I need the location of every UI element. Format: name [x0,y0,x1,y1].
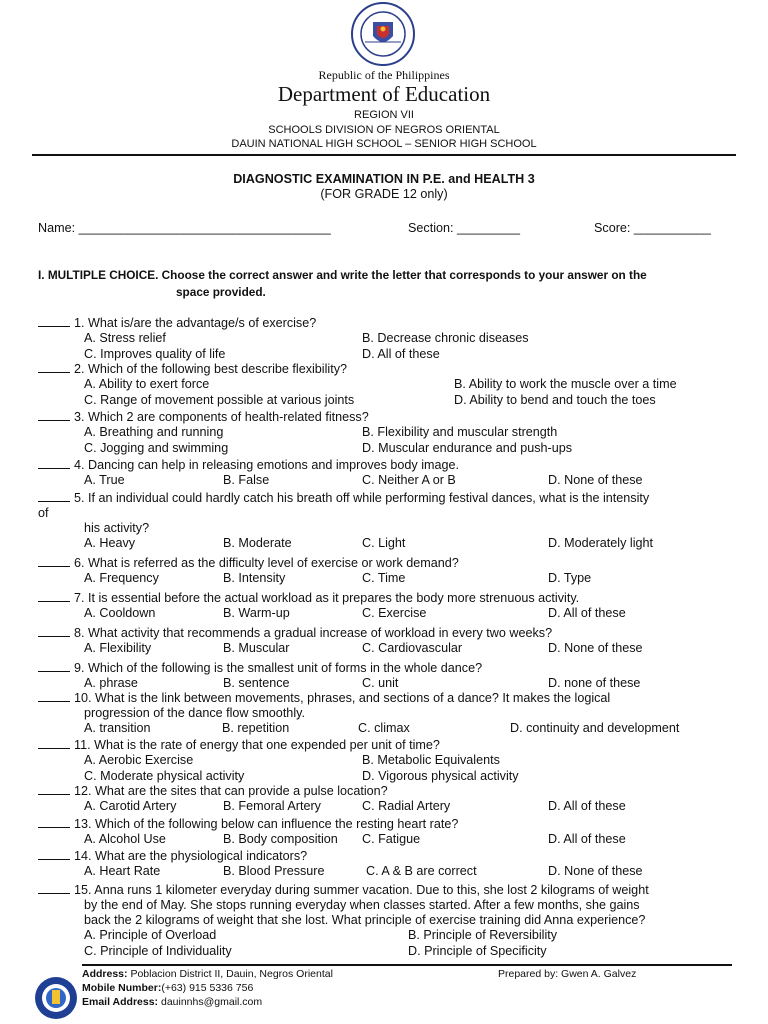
option-b: B. Flexibility and muscular strength [362,425,558,439]
answer-blank[interactable] [38,784,70,795]
question-13 [38,817,458,832]
option-a: A. Stress relief [84,331,166,345]
option-d: D. All of these [548,799,626,813]
exam-subtitle: (FOR GRADE 12 only) [320,187,448,201]
footer-address [82,968,333,981]
question-2 [38,362,347,377]
school-line: DAUIN NATIONAL HIGH SCHOOL – SENIOR HIGH SCHOOL [231,138,537,150]
question-5 [38,491,649,506]
option-c: C. Improves quality of life [84,347,226,361]
option-c: C. unit [362,676,399,690]
option-a: A. Breathing and running [84,425,224,439]
section-field[interactable]: Section: _________ [408,221,521,235]
answer-blank[interactable] [38,849,70,860]
option-b: B. Intensity [223,571,286,585]
option-a: A. transition [84,721,151,735]
answer-blank[interactable] [38,362,70,373]
question-7 [38,591,579,606]
question-3 [38,410,369,425]
option-d: D. Muscular endurance and push-ups [362,441,573,455]
option-a: A. Heavy [84,536,136,550]
option-d: D. none of these [548,676,641,690]
answer-blank[interactable] [38,316,70,327]
question-text: 6. What is referred as the difficulty level of exercise or work demand? [74,556,459,570]
answer-blank[interactable] [38,491,70,502]
mobile-label: Mobile Number: [82,982,162,994]
answer-blank[interactable] [38,458,70,469]
option-b: B. Decrease chronic diseases [362,331,529,345]
answer-blank[interactable] [38,691,70,702]
question-text: 14. What are the physiological indicators? [74,849,308,863]
answer-blank[interactable] [38,626,70,637]
option-b: B. Femoral Artery [223,799,321,813]
answer-blank[interactable] [38,738,70,749]
answer-blank[interactable] [38,591,70,602]
option-a: A. Principle of Overload [84,928,217,942]
option-b: B. Metabolic Equivalents [362,753,500,767]
option-d: D. Moderately light [548,536,653,550]
option-a: A. Heart Rate [84,864,161,878]
option-c: C. Light [362,536,406,550]
question-text: 5. If an individual could hardly catch his breath off while performing festival dances, what is the intensity [74,491,650,505]
option-b: B. Warm-up [223,606,290,620]
question-9 [38,661,482,676]
instructions-line-2: space provided. [176,285,266,299]
option-c: C. Neither A or B [362,473,456,487]
mobile-value: (+63) 915 5336 756 [161,982,254,994]
address-label: Address: [82,968,128,980]
option-c: C. Fatigue [362,832,421,846]
question-4 [38,458,459,473]
question-1 [38,316,316,331]
question-text: 11. What is the rate of energy that one expended per unit of time? [74,738,440,752]
option-d: D. None of these [548,473,643,487]
option-d: D. Ability to bend and touch the toes [454,393,656,407]
option-d: D. All of these [548,832,626,846]
answer-blank[interactable] [38,883,70,894]
option-b: B. Body composition [223,832,338,846]
option-b: B. sentence [223,676,290,690]
question-text: 13. Which of the following below can influence the resting heart rate? [74,817,459,831]
question-6 [38,556,459,571]
option-d: D. Principle of Specificity [408,944,547,958]
answer-blank[interactable] [38,661,70,672]
question-text: 1. What is/are the advantage/s of exercise? [74,316,317,330]
deped-seal-icon [343,2,423,66]
option-a: A. Aerobic Exercise [84,753,194,767]
question-5-continued: his activity? [84,521,150,535]
option-b: B. False [223,473,270,487]
question-10-continued: progression of the dance flow smoothly. [84,706,305,720]
option-b: B. Moderate [223,536,292,550]
option-d: D. None of these [548,864,643,878]
option-a: A. Ability to exert force [84,377,210,391]
option-b: B. Muscular [223,641,290,655]
option-c: C. climax [358,721,410,735]
footer-mobile [82,982,253,995]
instructions-line-1: I. MULTIPLE CHOICE. Choose the correct answer and write the letter that corresponds to your answer on the [38,268,647,282]
email-label: Email Address: [82,996,159,1008]
school-logo-icon [34,976,78,1020]
header-divider [32,154,736,156]
address-value: Poblacion District II, Dauin, Negros Oriental [130,968,333,980]
footer-email [82,996,262,1009]
prepared-by: Prepared by: Gwen A. Galvez [498,968,637,980]
region-line: REGION VII [354,109,414,121]
option-a: A. Cooldown [84,606,156,620]
option-b: B. Ability to work the muscle over a time [454,377,677,391]
question-text: 8. What activity that recommends a gradual increase of workload in every two weeks? [74,626,553,640]
option-c: C. Jogging and swimming [84,441,229,455]
option-c: C. Cardiovascular [362,641,463,655]
question-11 [38,738,440,753]
option-c: C. Radial Artery [362,799,451,813]
question-14 [38,849,307,864]
republic-line: Republic of the Philippines [318,68,450,82]
option-d: D. None of these [548,641,643,655]
email-value: dauinnhs@gmail.com [160,996,263,1008]
question-text: 3. Which 2 are components of health-related fitness? [74,410,369,424]
answer-blank[interactable] [38,817,70,828]
option-a: A. Flexibility [84,641,152,655]
option-b: B. repetition [222,721,290,735]
option-b: B. Principle of Reversibility [408,928,558,942]
question-text: 4. Dancing can help in releasing emotions and improves body image. [74,458,460,472]
question-10 [38,691,610,706]
option-c: C. Range of movement possible at various joints [84,393,355,407]
question-text: 9. Which of the following is the smallest unit of forms in the whole dance? [74,661,483,675]
option-d: D. Vigorous physical activity [362,769,519,783]
question-12 [38,784,388,799]
score-field[interactable]: Score: ___________ [594,221,711,235]
division-line: SCHOOLS DIVISION OF NEGROS ORIENTAL [268,124,500,136]
question-text: 15. Anna runs 1 kilometer everyday during summer vacation. Due to this, she lost 2 kilograms of weight [74,883,649,897]
question-text: 10. What is the link between movements, phrases, and sections of a dance? It makes the logical [74,691,611,705]
footer-divider [82,964,732,966]
option-c: C. Moderate physical activity [84,769,245,783]
option-d: D. All of these [548,606,626,620]
question-text: 12. What are the sites that can provide a pulse location? [74,784,388,798]
option-d: D. Type [548,571,592,585]
option-b: B. Blood Pressure [223,864,325,878]
option-a: A. Frequency [84,571,159,585]
department-title: Department of Education [277,82,491,106]
name-field[interactable]: Name: ____________________________________ [38,221,331,235]
answer-blank[interactable] [38,410,70,421]
answer-blank[interactable] [38,556,70,567]
question-15-continued: back the 2 kilograms of weight that she lost. What principle of exercise training did Anna experience? [84,913,646,927]
question-15-continued: by the end of May. She stops running everyday when classes started. After a few months, she gains [84,898,640,912]
option-c: C. A & B are correct [366,864,477,878]
question-5-continued: of [38,506,49,520]
option-c: C. Principle of Individuality [84,944,232,958]
option-c: C. Time [362,571,406,585]
option-a: A. phrase [84,676,138,690]
option-a: A. Alcohol Use [84,832,166,846]
question-text: 2. Which of the following best describe flexibility? [74,362,347,376]
option-d: D. All of these [362,347,440,361]
option-c: C. Exercise [362,606,427,620]
exam-title: DIAGNOSTIC EXAMINATION IN P.E. and HEALTH 3 [233,172,535,186]
option-a: A. True [84,473,125,487]
option-d: D. continuity and development [510,721,680,735]
option-a: A. Carotid Artery [84,799,177,813]
question-15 [38,883,649,898]
question-8 [38,626,552,641]
question-text: 7. It is essential before the actual workload as it prepares the body more strenuous activity. [74,591,580,605]
